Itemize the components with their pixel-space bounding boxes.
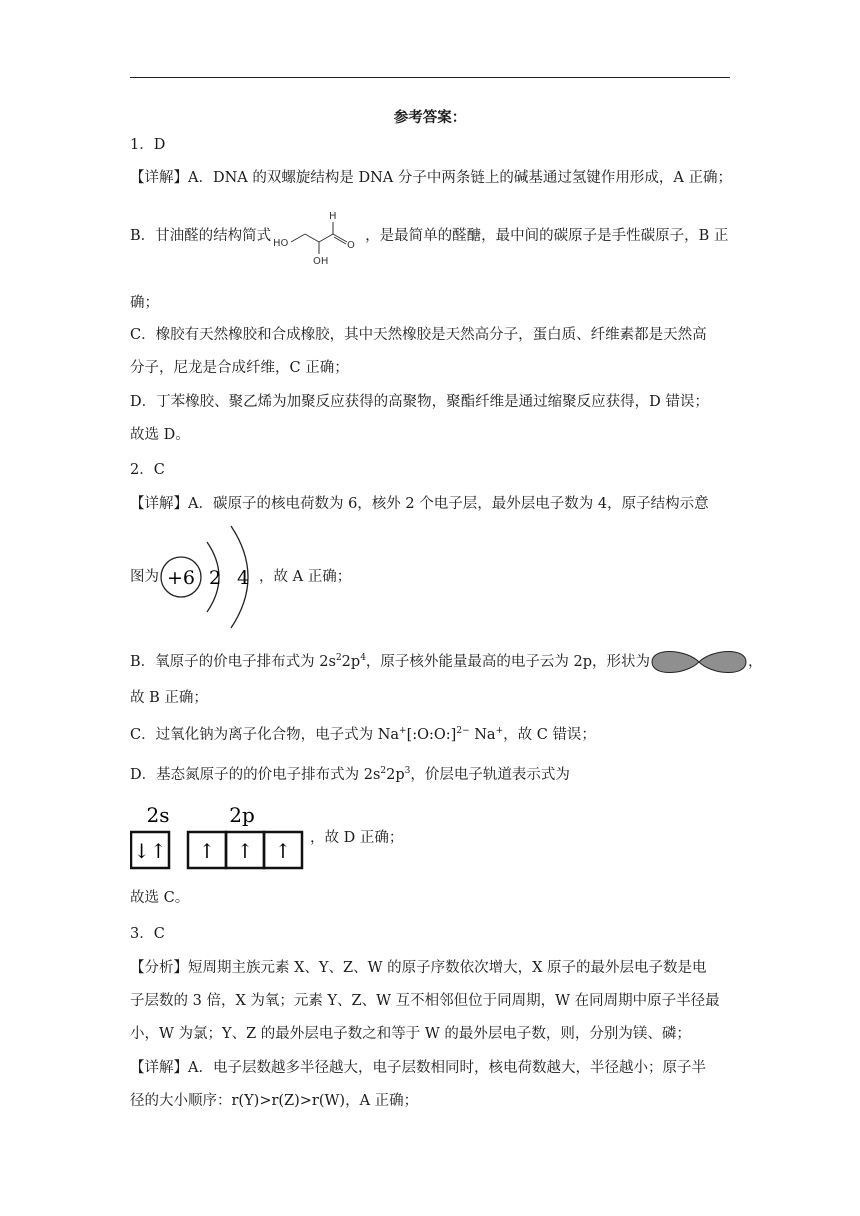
q1-answer: 1．D — [130, 137, 166, 153]
orbital-2p-arrow-1: ↑ — [198, 839, 216, 863]
q2-d-post: ，故 D 正确； — [310, 830, 404, 846]
header-rule — [130, 77, 730, 78]
q2-option-a-figure-line — [130, 524, 351, 630]
q2-c-pre: C．过氧化钠为离子化合物，电子式为 Na — [130, 727, 400, 743]
q3-analysis-line3: 小，W 为氯；Y、Z 的最外层电子数之和等于 W 的最外层电子数，则，分别为镁、磷； — [130, 1026, 691, 1042]
q2-c-tail: ，故 C 错误； — [503, 727, 596, 743]
q2-conclusion: 故选 C。 — [130, 890, 190, 906]
q2-option-c — [130, 725, 596, 745]
q2-b-sup2: 4 — [360, 653, 366, 664]
fig-ho-label: HO — [273, 238, 289, 249]
q3-detail-line2: 径的大小顺序：r(Y)>r(Z)>r(W)，A 正确； — [130, 1093, 419, 1109]
q2-a-post: ，故 A 正确； — [259, 569, 352, 585]
orbital-2p-arrow-3: ↑ — [274, 839, 292, 863]
q1-option-b — [130, 206, 728, 266]
peroxide-electron-formula: [:O:O:] — [406, 727, 457, 743]
q1-detail-a: 【详解】A．DNA 的双螺旋结构是 DNA 分子中两条链上的碱基通过氢键作用形成，A 正确； — [130, 170, 732, 186]
page-title: 参考答案： — [393, 109, 467, 126]
q2-b-text1: B．氧原子的价电子排布式为 2s — [130, 654, 336, 670]
q2-b-sup1: 2 — [335, 653, 342, 664]
orbital-2p-arrow-2: ↑ — [236, 839, 254, 863]
q1-b-post: ，是最简单的醛醣，最中间的碳原子是手性碳原子，B 正 — [365, 228, 729, 244]
fig-h-label: H — [329, 211, 337, 222]
q2-b-continued: 故 B 正确； — [130, 690, 208, 706]
q3-analysis-line2: 子层数的 3 倍，X 为氧；元素 Y、Z、W 互不相邻但位于同周期，W 在同周期中原子半径最 — [130, 993, 720, 1009]
p-orbital-dumbbell-figure — [650, 646, 748, 678]
q2-b-text2: 2p — [341, 654, 361, 670]
q2-d-text2: 2p — [386, 767, 405, 783]
q2-d-text1: D．基态氮原子的的价电子排布式为 2s — [130, 767, 381, 783]
q2-c-post: Na — [469, 727, 496, 743]
q2-b-end: ， — [748, 654, 763, 670]
q2-b-text3: ，原子核外能量最高的电子云为 2p，形状为 — [365, 654, 651, 670]
q1-option-c-line1: C．橡胶有天然橡胶和合成橡胶，其中天然橡胶是天然高分子，蛋白质、纤维素都是天然高 — [130, 327, 707, 343]
q2-d-sup1: 2 — [380, 766, 387, 777]
q2-option-b — [130, 646, 763, 678]
q3-analysis-line1: 【分析】短周期主族元素 X、Y、Z、W 的原子序数依次增大，X 原子的最外层电子数是电 — [130, 960, 707, 976]
shell2-electrons: 4 — [236, 567, 250, 589]
q2-detail-a-line1: 【详解】A．碳原子的核电荷数为 6，核外 2 个电子层，最外层电子数为 4，原子结构示意 — [130, 496, 709, 512]
q2-c-plus-1: + — [399, 726, 407, 737]
nucleus-charge: +6 — [166, 567, 196, 589]
q2-c-plus-2: + — [495, 726, 504, 737]
fig-oh-label: OH — [313, 256, 329, 266]
glyceraldehyde-structure-figure — [271, 206, 365, 266]
q1-option-c-line2: 分子，尼龙是合成纤维，C 正确； — [130, 360, 349, 376]
q1-b-pre: B．甘油醛的结构简式 — [130, 228, 272, 244]
q2-option-d — [130, 765, 570, 785]
nitrogen-orbital-diagram-figure — [130, 800, 310, 876]
orbital-2s-arrows: ↓↑ — [133, 839, 167, 863]
q2-answer: 2．C — [130, 462, 165, 478]
q2-orbital-line — [130, 800, 403, 876]
fig-o-label: O — [347, 240, 356, 251]
q1-option-d: D．丁苯橡胶、聚乙烯为加聚反应获得的高聚物，聚酯纤维是通过缩聚反应获得，D 错误； — [130, 394, 709, 410]
q2-c-charge: 2− — [456, 726, 470, 737]
orbital-2s-label: 2s — [146, 803, 170, 827]
q1-b-continued: 确； — [130, 295, 159, 311]
q2-d-text3: ，价层电子轨道表示式为 — [410, 767, 570, 783]
q3-answer: 3．C — [130, 926, 165, 942]
orbital-2p-label: 2p — [229, 803, 255, 827]
q2-a-pre: 图为 — [130, 569, 159, 585]
shell1-electrons: 2 — [208, 567, 222, 589]
carbon-atom-structure-figure — [159, 524, 259, 630]
q3-detail-line1: 【详解】A．电子层数越多半径越大，电子层数相同时，核电荷数越大，半径越小；原子半 — [130, 1060, 706, 1076]
q2-d-sup2: 3 — [404, 766, 411, 777]
q1-conclusion: 故选 D。 — [130, 427, 190, 443]
